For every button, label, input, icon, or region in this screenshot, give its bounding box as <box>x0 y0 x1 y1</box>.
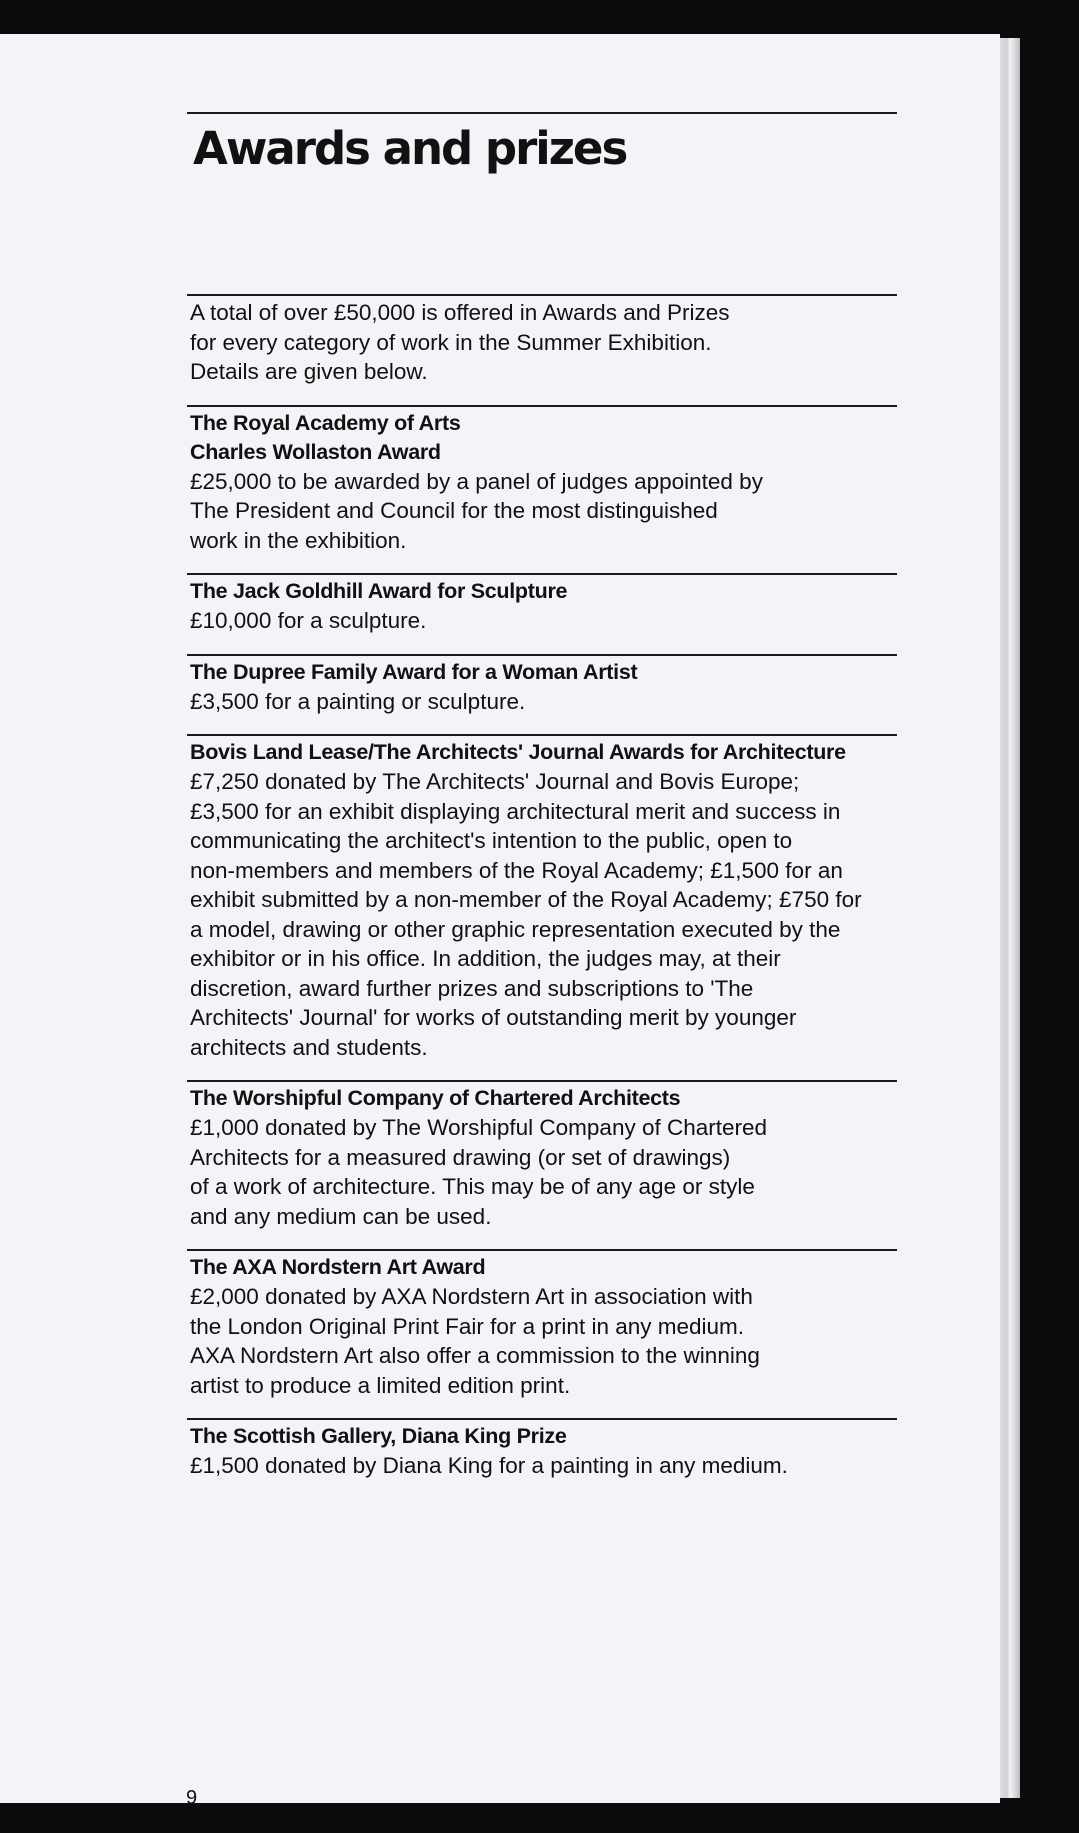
award-royal-academy <box>187 405 897 556</box>
intro-section <box>187 294 897 387</box>
award-rule <box>187 1249 897 1251</box>
award-title: The AXA Nordstern Art Award <box>190 1255 486 1279</box>
title-rule <box>187 112 897 114</box>
award-description: £1,000 donated by The Worshipful Company of Chartered Architects for a measured drawing (or set of drawings) of a work of architecture. This may be of any age or style and any medium can be used. <box>190 1115 768 1229</box>
award-title: The Royal Academy of Arts Charles Wollaston Award <box>190 410 461 464</box>
award-chartered-architects <box>187 1080 897 1231</box>
intro-text: A total of over £50,000 is offered in Awards and Prizes for every category of work in the Summer Exhibition. Details are given below. <box>190 300 730 384</box>
award-description: £25,000 to be awarded by a panel of judges appointed by The President and Council for the most distinguished work in the exhibition. <box>190 468 763 553</box>
award-description: £10,000 for a sculpture. <box>190 608 427 633</box>
award-title: The Worshipful Company of Chartered Architects <box>190 1086 681 1110</box>
award-rule <box>187 1080 897 1082</box>
award-rule <box>187 573 897 575</box>
award-rule <box>187 1418 897 1420</box>
page-content <box>187 112 897 1481</box>
award-dupree-family <box>187 654 897 717</box>
page-number: 9 <box>186 1787 198 1803</box>
award-title: The Scottish Gallery, Diana King Prize <box>190 1424 567 1448</box>
award-rule <box>187 405 897 407</box>
award-rule <box>187 654 897 656</box>
award-axa-nordstern <box>187 1249 897 1400</box>
award-description: £1,500 donated by Diana King for a painting in any medium. <box>190 1453 788 1478</box>
award-description: £2,000 donated by AXA Nordstern Art in association with the London Original Print Fair for a print in any medium. AXA Nordstern Art also offer a commission to the winning artist to produce a limited edition print. <box>190 1284 760 1398</box>
award-title: Bovis Land Lease/The Architects' Journal Awards for Architecture <box>190 740 846 764</box>
page-edge <box>998 38 1020 1798</box>
page-title: Awards and prizes <box>193 122 627 175</box>
award-scottish-gallery <box>187 1418 897 1481</box>
document-page <box>0 34 1000 1803</box>
award-title: The Jack Goldhill Award for Sculpture <box>190 579 568 603</box>
award-rule <box>187 734 897 736</box>
award-jack-goldhill <box>187 573 897 636</box>
intro-rule <box>187 294 897 296</box>
award-description: £3,500 for a painting or sculpture. <box>190 688 526 714</box>
award-description: £7,250 donated by The Architects' Journal and Bovis Europe; £3,500 for an exhibit displaying architectural merit and success in communicating the architect's intention to the public, open to non-members and members of the Royal Academy; £1,500 for an exhibit submitted by a non-member of the Royal Academy; £750 for a model, drawing or other graphic representation executed by the exhibitor or in his office. In addition, the judges may, at their discretion, award further prizes and subscriptions to 'The Architects' Journal' for works of outstanding merit by younger architects and students. <box>190 769 862 1060</box>
award-title: The Dupree Family Award for a Woman Artist <box>190 659 638 684</box>
award-architecture <box>187 734 897 1062</box>
